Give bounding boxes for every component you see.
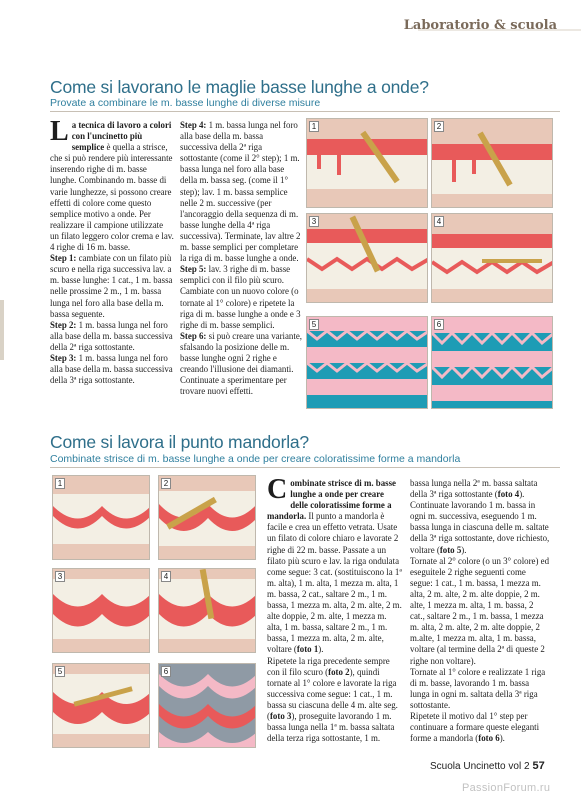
step-photo [52,475,150,560]
body-text: ), quindi tornate al 1° colore e lavorate la riga successiva come segue: 1 cat., 1 m. bassa su ciascuna delle 4 m. alte seg. ( [267,666,398,721]
section1-title: Come si lavorano le maglie basse lunghe a onde? [50,77,429,97]
page-edge-mark [0,300,4,360]
magazine-name: Scuola Uncinetto vol 2 [430,761,530,772]
intro-bold: a tecnica di lavoro a colori con l'uncinetto più semplice [71,120,172,153]
step-photo [306,118,428,208]
photo-number: 1 [309,121,319,132]
section2-column-1 [267,474,403,744]
body-text: ). Ripetete la riga precedente sempre con il filo scuro ( [267,644,390,677]
step-label: Step 5: [180,264,207,275]
step-photo [431,316,553,409]
step-label: Step 2: [50,319,77,330]
step-label: Step 1: [50,253,77,264]
crochet-photo-image [432,214,553,303]
section1-column-1 [50,116,174,386]
section2-title: Come si lavora il punto mandorla? [50,432,309,452]
step-label: Step 3: [50,352,77,363]
photo-ref: foto 3 [269,710,292,721]
section2-rule [50,467,560,468]
crochet-photo-image [159,476,256,560]
step-photo [431,118,553,208]
body-text: bassa lunga nella 2ª m. bassa saltata della 3ª riga sottostante ( [410,478,538,500]
photo-number: 3 [309,216,319,227]
photo-number: 3 [55,571,65,582]
crochet-photo-image [432,119,553,208]
photo-number: 4 [434,216,444,227]
photo-number: 5 [309,319,319,330]
step-photo [52,663,150,748]
step-photo [306,316,428,409]
page-footer [430,760,545,772]
crochet-photo-image [307,317,428,409]
crochet-photo-image [432,317,553,409]
crochet-photo-image [159,569,256,653]
step-photo [158,663,256,748]
section2-subtitle: Combinate strisce di m. basse lunghe a onde per creare coloratissime forme a mandorla [50,453,461,465]
body-text: ), proseguite lavorando 1 m. bassa lunga nella 1ª m. bassa saltata della terza riga sottostante, 1 m. [267,710,395,744]
photo-number: 2 [161,478,171,489]
step-photo [158,568,256,653]
photo-number: 1 [55,478,65,489]
photo-number: 5 [55,666,65,677]
photo-ref: foto 6 [478,733,500,744]
photo-number: 2 [434,121,444,132]
step-label: Step 6: [180,330,207,341]
section1-column-2 [180,120,302,397]
step-label: Step 4: [180,120,207,130]
step-photo [431,213,553,303]
photo-number: 6 [434,319,444,330]
photo-ref: foto 4 [497,489,520,500]
step-text: 1 m. bassa lunga nel foro alla base della m. bassa successiva della 2ª riga sottostante. [50,319,173,352]
photo-ref: foto 2 [328,666,350,677]
step-text: 1 m. bassa lunga nel foro alla base della m. bassa successiva della 3ª riga sottostante. [50,352,173,386]
body-text: Il punto a mandorla è facile e crea un effetto vetrata. Usate un filato di colore chiaro e lavorate 2 righe di 22 m. basse. Passate a un filato più scuro e lav. la riga ondulata come segue: 3 cat. (sostituiscono la 1ª m. alta), 1 m. alta, 1 mezza m. alta, 1 m. bassa, 2 cat., saltare 2 m., 1 m. bassa, 1 mezza m. alta, 2 m. alte, 2 m. alte doppie, 2 m. alte, 1 mezza m. alta, 1 m. bassa, saltare 2 m., 1 m. bassa, 1 mezza m. alta, 2 m. alte, voltare ( [267,511,402,655]
step-text: cambiate con un filato più scuro e nella riga successiva lav. a m. basse lunghe: 1 cat., 1 m. bassa nelle prossime 2 m., 1 m. bassa lunga nel foro alla base della m. bassa seguente. [50,253,173,319]
step-photo [52,568,150,653]
intro-text: è quella a strisce, che si può rendere più interessante inserendo righe di m. basse lunghe. Combinando m. basse di varie lunghezze, si possono creare effetti di colore come questo semplice motivo a onde. Per realizzare il campione utilizzate un filato leggero color crema e lav. 4 righe di 16 m. basse. [50,142,174,253]
section-label: Laboratorio & scuola [403,18,557,33]
step-text: lav. 3 righe di m. basse semplici con il filo più scuro. Cambiate con un nuovo colore (o tornate al 1° colore) e ripetete la riga di m. basse lunghe a onde e 3 righe di m. basse semplici. [180,264,301,330]
intro-bold: ombinate strisce di m. basse lunghe a onde per creare delle coloratissime forme a mandorla. [267,478,396,522]
step-text: si può creare una variante, sfalsando la posizione delle m. basse lunghe ogni 2 righe e creando l'illusione dei diamanti. Continuate a sperimentare per trovare nuovi effetti. [180,330,302,397]
section1-subtitle: Provate a combinare le m. basse lunghe di diverse misure [50,97,321,109]
body-text: ). Continuate lavorando 1 m. bassa in ogni m. successiva, eseguendo 1 m. bassa lunga in ciascuna delle m. saltate della 3ª riga sottostante, dove richiesto, voltare ( [410,489,550,555]
section2-column-2 [410,478,550,744]
dropcap: C [267,474,288,505]
crochet-photo-image [53,664,150,748]
crochet-photo-image [53,476,150,560]
crochet-photo-image [307,214,428,303]
body-text: ). [499,733,505,744]
photo-number: 6 [161,666,171,677]
crochet-photo-image [53,569,150,653]
photo-ref: foto 1 [296,644,319,655]
step-text: 1 m. bassa lunga nel foro alla base della m. bassa successiva della 2ª riga sottostante (come il 2° step); 1 m. bassa lunga nel foro alla base della m. bassa seg. (come il 1° step); lav. 1 m. bassa semplice nelle 2 m. successive (per l'ancoraggio della sequenza di m. basse lunghe della 4ª riga successiva). Terminate, lav altre 2 m. basse semplici per completare la riga di m. basse lunghe a onde. [180,120,301,264]
photo-ref: foto 5 [439,544,462,555]
section1-rule [50,111,560,112]
crochet-photo-image [307,119,428,208]
crochet-photo-image [159,664,256,748]
step-photo [306,213,428,303]
step-photo [158,475,256,560]
dropcap: L [50,116,69,147]
photo-number: 4 [161,571,171,582]
body-text: ). Tornate al 2° colore (o un 3° colore) ed eseguitele 2 righe seguenti come segue: 1 cat., 1 m. bassa, 1 mezza m. alta, 2 m. alte, 2 m. alte doppie, 2 m. alte, 1 mezza m. alta, 1 m. bassa, 2 cat., saltare 2 m., 1 m. bassa, 1 mezza m. alta, 2 m. alte, 2 m. alte doppie, 2 m.alte, 1 mezza m. alta, 1 m. bassa, voltare (al termine della 2ª di queste 2 righe non voltare). Tornate al 1° colore e realizzate 1 riga di m. basse, lavorando 1 m. bassa lunga in ogni m. saltata della 3ª riga sottostante. Ripetete il motivo dal 1° step per continuare a formare queste eleganti forme a mandorla ( [410,544,550,744]
watermark: PassionForum.ru [462,782,551,794]
page-number: 57 [532,760,545,772]
